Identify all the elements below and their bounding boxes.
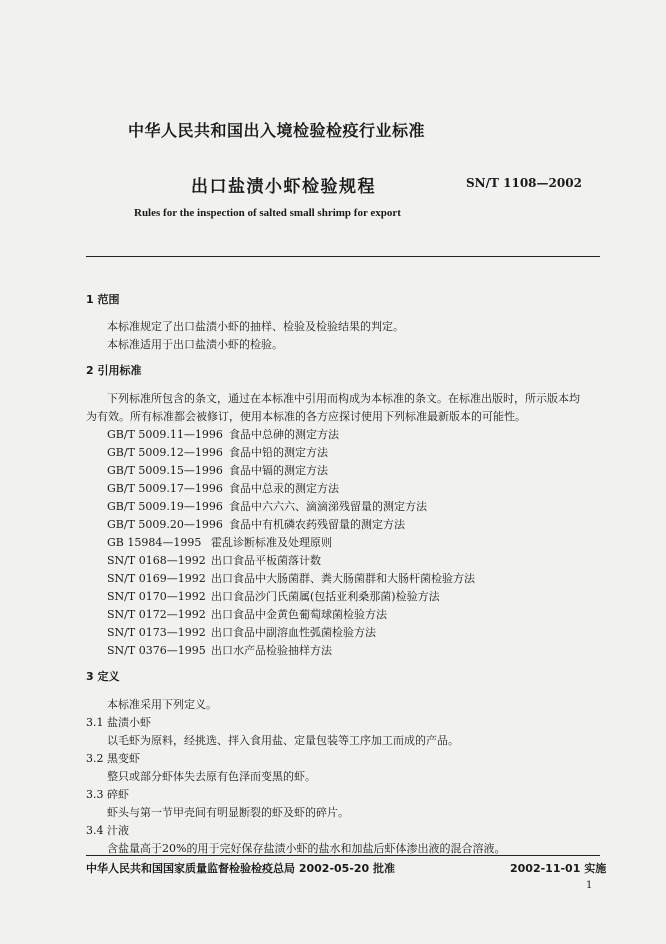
section-2-intro-line-2: 为有效。所有标准都会被修订，使用本标准的各方应探讨使用下列标准最新版本的可能性。 (86, 410, 526, 423)
reference-code: SN/T 0173—1992 (107, 626, 206, 639)
reference-name: 食品中总汞的测定方法 (229, 482, 339, 495)
definition-term: 3.1 盐渍小虾 (86, 716, 151, 729)
definition-text: 整只或部分虾体失去原有色泽而变黑的虾。 (107, 770, 316, 783)
definition-term: 3.4 汁液 (86, 824, 129, 837)
reference-item (107, 642, 332, 658)
reference-item (107, 444, 328, 460)
issuer-heading: 中华人民共和国出入境检验检疫行业标准 (128, 121, 426, 140)
footer-divider (86, 855, 600, 856)
reference-code: GB/T 5009.20—1996 (107, 518, 223, 531)
reference-name: 食品中铅的测定方法 (229, 446, 328, 459)
reference-name: 食品中六六六、滴滴涕残留量的测定方法 (229, 500, 427, 513)
reference-item (107, 624, 376, 640)
reference-code: SN/T 0170—1992 (107, 590, 206, 603)
definition-text: 含盐量高于20%的用于完好保存盐渍小虾的盐水和加盐后虾体渗出液的混合溶液。 (107, 842, 506, 855)
reference-name: 食品中镉的测定方法 (229, 464, 328, 477)
reference-code: GB 15984—1995 (107, 536, 202, 549)
reference-item (107, 552, 321, 568)
reference-name: 霍乱诊断标准及处理原则 (211, 536, 332, 549)
reference-name: 出口食品中金黄色葡萄球菌检验方法 (211, 608, 387, 621)
section-1-para-1: 本标准规定了出口盐渍小虾的抽样、检验及检验结果的判定。 (107, 320, 404, 333)
section-1-heading: 1 范围 (86, 293, 120, 306)
reference-name: 出口食品中大肠菌群、粪大肠菌群和大肠杆菌检验方法 (211, 572, 475, 585)
reference-name: 出口食品中副溶血性弧菌检验方法 (211, 626, 376, 639)
definition-text: 虾头与第一节甲壳间有明显断裂的虾及虾的碎片。 (107, 806, 349, 819)
reference-code: GB/T 5009.17—1996 (107, 482, 223, 495)
standard-code: SN/T 1108—2002 (466, 176, 582, 190)
reference-item (107, 498, 427, 514)
section-3-intro: 本标准采用下列定义。 (107, 698, 217, 711)
reference-code: SN/T 0169—1992 (107, 572, 206, 585)
reference-name: 食品中有机磷农药残留量的测定方法 (229, 518, 405, 531)
reference-item (107, 516, 405, 532)
reference-item (107, 588, 440, 604)
reference-item (107, 570, 475, 586)
reference-name: 出口水产品检验抽样方法 (211, 644, 332, 657)
section-3-heading: 3 定义 (86, 670, 120, 683)
reference-code: GB/T 5009.15—1996 (107, 464, 223, 477)
english-title: Rules for the inspection of salted small shrimp for export (134, 207, 401, 219)
page-number: 1 (586, 880, 593, 891)
definition-text: 以毛虾为原料，经挑选、拌入食用盐、定量包装等工序加工而成的产品。 (107, 734, 459, 747)
reference-code: SN/T 0172—1992 (107, 608, 206, 621)
reference-item (107, 462, 328, 478)
reference-name: 出口食品沙门氏菌属(包括亚利桑那菌)检验方法 (211, 590, 440, 603)
header-divider (86, 256, 600, 257)
definition-term: 3.3 碎虾 (86, 788, 129, 801)
section-1-para-2: 本标准适用于出口盐渍小虾的检验。 (107, 338, 283, 351)
reference-item (107, 426, 339, 442)
reference-name: 出口食品平板菌落计数 (211, 554, 321, 567)
implementation-date: 2002-11-01 实施 (510, 862, 607, 875)
section-2-intro-line-1: 下列标准所包含的条文，通过在本标准中引用而构成为本标准的条文。在标准出版时，所示版本均 (107, 392, 580, 405)
definition-term: 3.2 黑变虾 (86, 752, 140, 765)
document-title: 出口盐渍小虾检验规程 (191, 177, 376, 197)
reference-code: GB/T 5009.11—1996 (107, 428, 223, 441)
reference-item (107, 534, 332, 550)
reference-code: SN/T 0376—1995 (107, 644, 206, 657)
reference-code: GB/T 5009.19—1996 (107, 500, 223, 513)
reference-name: 食品中总砷的测定方法 (229, 428, 339, 441)
reference-code: GB/T 5009.12—1996 (107, 446, 223, 459)
reference-item (107, 606, 387, 622)
reference-code: SN/T 0168—1992 (107, 554, 206, 567)
section-2-heading: 2 引用标准 (86, 364, 142, 377)
approval-line: 中华人民共和国国家质量监督检验检疫总局 2002-05-20 批准 (86, 862, 396, 875)
reference-item (107, 480, 339, 496)
